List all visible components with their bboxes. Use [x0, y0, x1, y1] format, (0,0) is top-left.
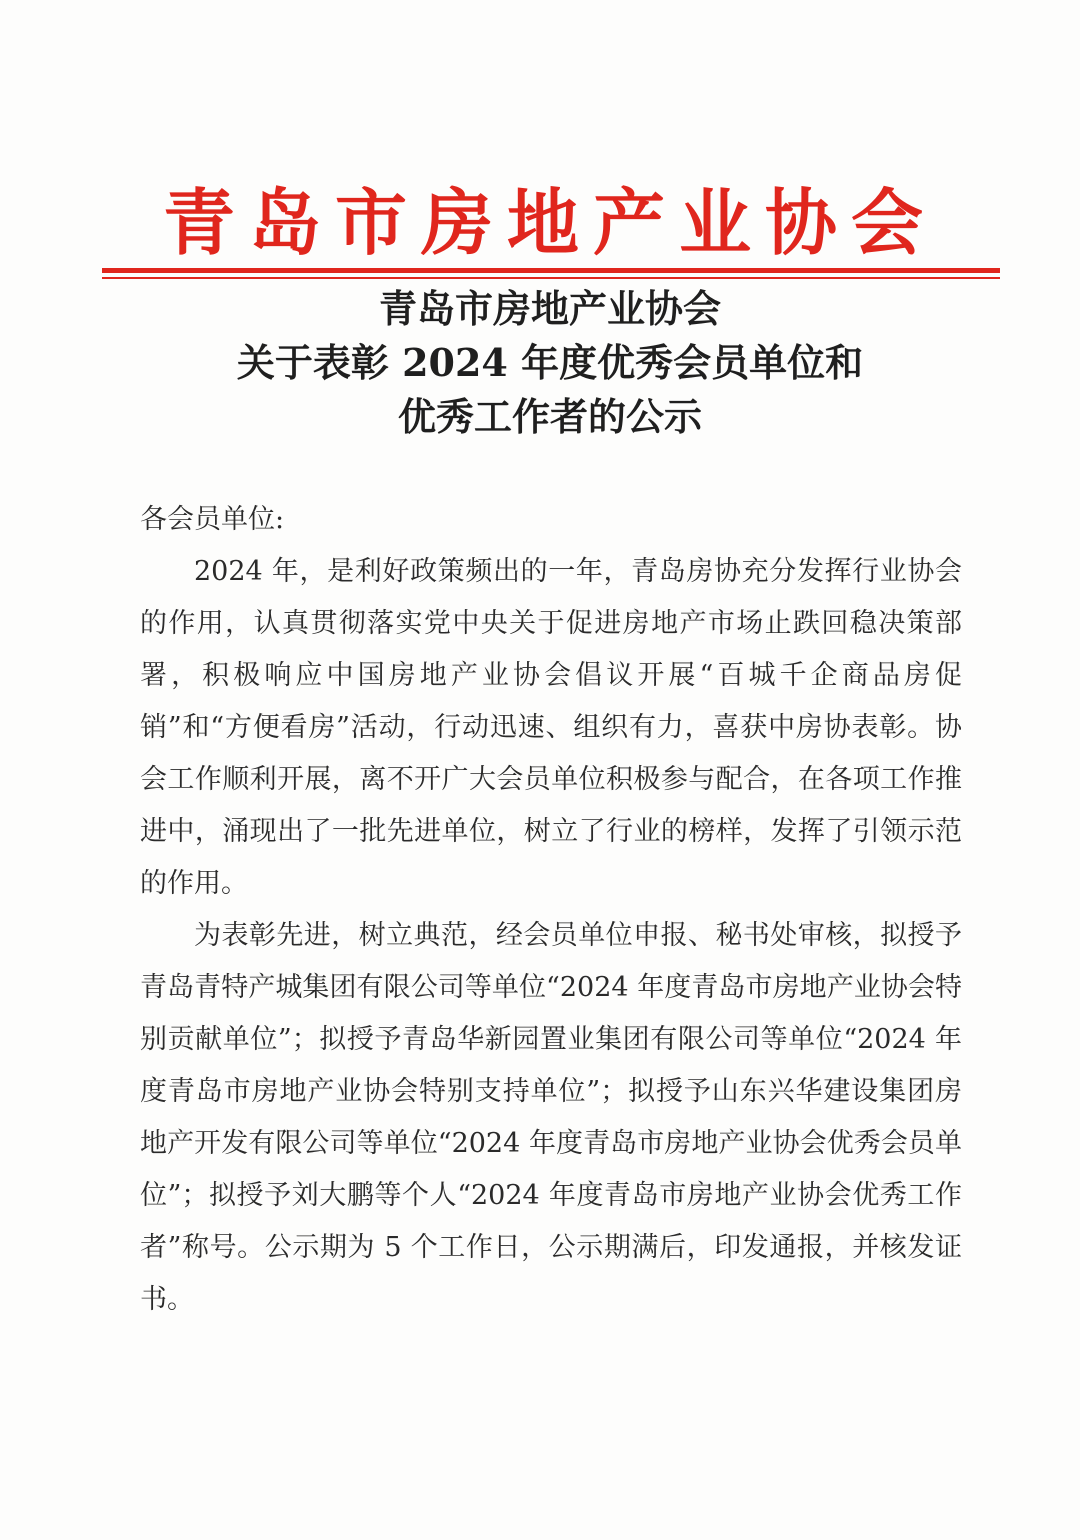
title-line-2: 关于表彰 2024 年度优秀会员单位和 — [236, 340, 864, 385]
letterhead-org-name: 青岛市房地产业协会 — [162, 180, 937, 265]
letterhead-red-rule-thick — [102, 268, 1000, 273]
letterhead-red-rule-thin — [102, 277, 1000, 279]
title-line-3: 优秀工作者的公示 — [397, 394, 702, 439]
salutation: 各会员单位: — [140, 504, 285, 535]
document-body — [140, 494, 962, 1326]
body-paragraph-1: 2024 年，是利好政策频出的一年，青岛房协充分发挥行业协会的作用，认真贯彻落实党中央关于促进房地产市场止跌回稳决策部署，积极响应中国房地产业协会倡议开展“百城千企商品房促销”和“方便看房”活动，行动迅速、组织有力，喜获中房协表彰。协会工作顺利开展，离不开广大会员单位积极参与配合，在各项工作推进中，涌现出了一批先进单位，树立了行业的榜样，发挥了引领示范的作用。 — [140, 556, 962, 899]
body-paragraph-2: 为表彰先进，树立典范，经会员单位申报、秘书处审核，拟授予青岛青特产城集团有限公司等单位“2024 年度青岛市房地产业协会特别贡献单位”；拟授予青岛华新园置业集团有限公司等单位“2024 年度青岛市房地产业协会特别支持单位”；拟授予山东兴华建设集团房地产开发有限公司等单位“2024 年度青岛市房地产业协会优秀会员单位”；拟授予刘大鹏等个人“2024 年度青岛市房地产业协会优秀工作者”称号。公示期为 5 个工作日，公示期满后，印发通报，并核发证书。 — [140, 920, 962, 1315]
title-line-1: 青岛市房地产业协会 — [378, 286, 721, 331]
document-title — [100, 282, 1000, 444]
